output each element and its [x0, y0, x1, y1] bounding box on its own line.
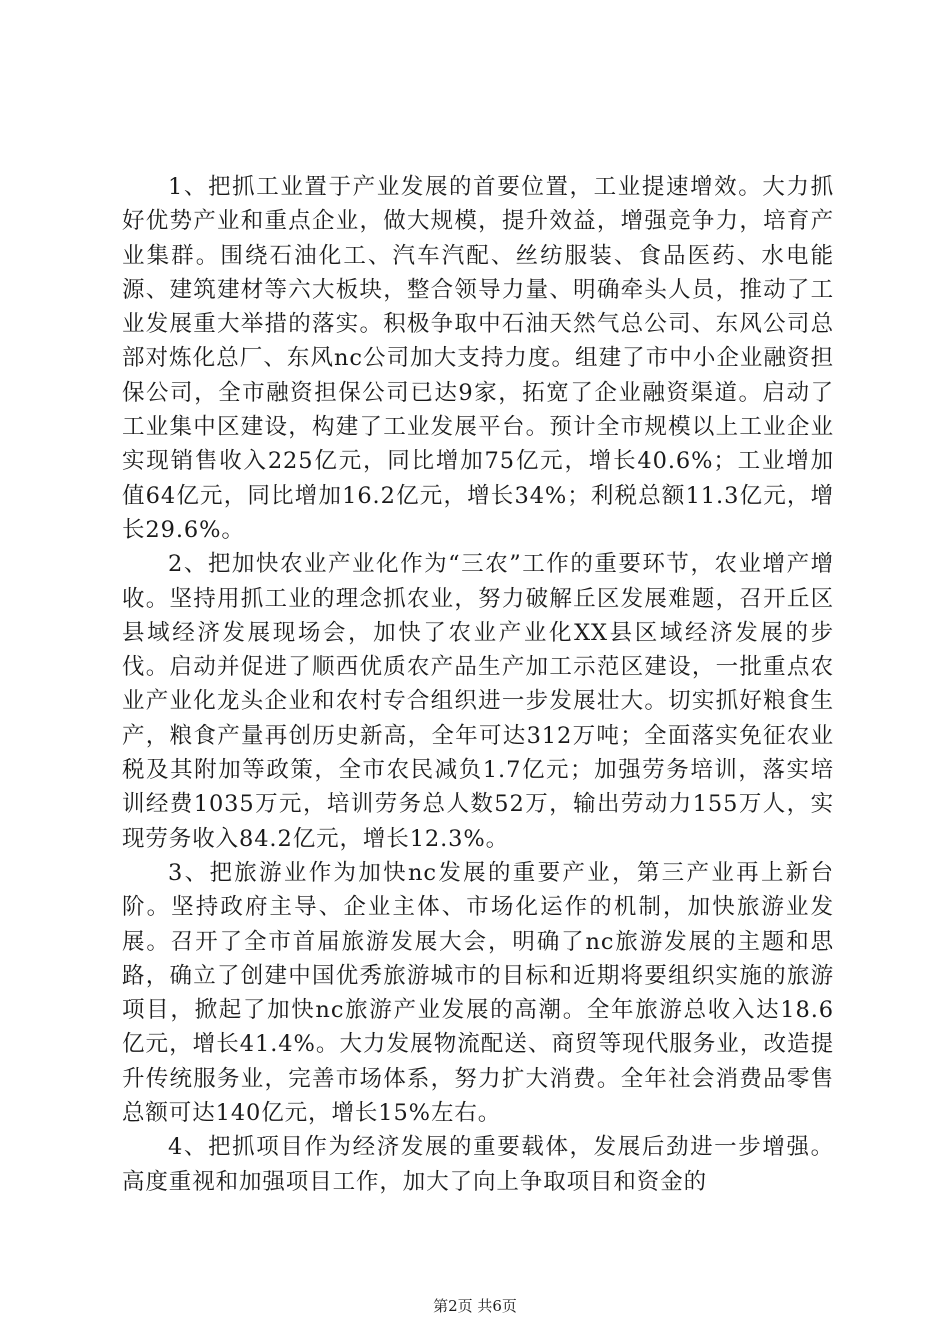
document-body: [122, 170, 834, 1199]
page-number-footer: 第2页 共6页: [433, 1297, 517, 1315]
paragraph-projects: 4、把抓项目作为经济发展的重要载体，发展后劲进一步增强。高度重视和加强项目工作，加大了向上争取项目和资金的: [122, 1134, 834, 1195]
paragraph-tourism: 3、把旅游业作为加快nc发展的重要产业，第三产业再上新台阶。坚持政府主导、企业主体、市场化运作的机制，加快旅游业发展。召开了全市首届旅游发展大会，明确了nc旅游发展的主题和思路，确立了创建中国优秀旅游城市的目标和近期将要组织实施的旅游项目，掀起了加快nc旅游产业发展的高潮。全年旅游总收入达18.6亿元，增长41.4%。大力发展物流配送、商贸等现代服务业，改造提升传统服务业，完善市场体系，努力扩大消费。全年社会消费品零售总额可达140亿元，增长15%左右。: [122, 859, 834, 1127]
paragraph-agriculture: 2、把加快农业产业化作为“三农”工作的重要环节，农业增产增收。坚持用抓工业的理念抓农业，努力破解丘区发展难题，召开丘区县域经济发展现场会，加快了农业产业化XX县区域经济发展的步伐。启动并促进了顺西优质农产品生产加工示范区建设，一批重点农业产业化龙头企业和农村专合组织进一步发展壮大。切实抓好粮食生产，粮食产量再创历史新高，全年可达312万吨；全面落实免征农业税及其附加等政策，全市农民减负1.7亿元；加强劳务培训，落实培训经费1035万元，培训劳务总人数52万，输出劳动力155万人，实现劳务收入84.2亿元，增长12.3%。: [122, 551, 834, 852]
paragraph-industry: 1、把抓工业置于产业发展的首要位置，工业提速增效。大力抓好优势产业和重点企业，做大规模，提升效益，增强竞争力，培育产业集群。围绕石油化工、汽车汽配、丝纺服装、食品医药、水电能源、建筑建材等六大板块，整合领导力量、明确牵头人员，推动了工业发展重大举措的落实。积极争取中石油天然气总公司、东风公司总部对炼化总厂、东风nc公司加大支持力度。组建了市中小企业融资担保公司，全市融资担保公司已达9家，拓宽了企业融资渠道。启动了工业集中区建设，构建了工业发展平台。预计全市规模以上工业企业实现销售收入225亿元，同比增加75亿元，增长40.6%；工业增加值64亿元，同比增加16.2亿元，增长34%；利税总额11.3亿元，增长29.6%。: [122, 174, 834, 543]
